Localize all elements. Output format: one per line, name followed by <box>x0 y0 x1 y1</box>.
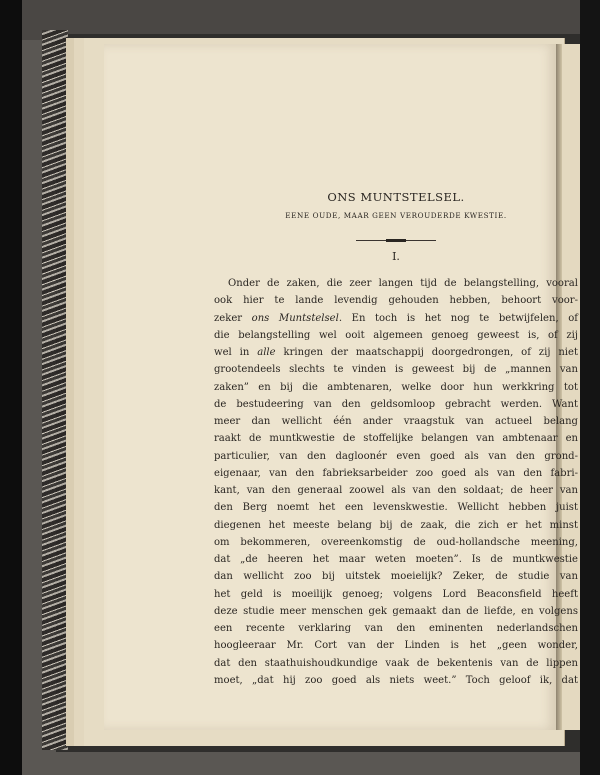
text-line <box>214 603 578 620</box>
page-title: ONS MUNTSTELSEL. <box>327 190 465 204</box>
text-line <box>214 379 578 396</box>
scanner-edge-right <box>580 0 600 775</box>
emphasized-text: ons Muntstelsel. <box>251 312 343 324</box>
line-text: die belangstelling wel ooit algemeen genoeg geweest is, of zij <box>214 329 578 341</box>
emphasized-text: alle <box>257 347 276 358</box>
text-line <box>214 499 578 516</box>
line-text: moet, „dat hij zoo goed als niets weet.” Toch geloof ik, dat <box>214 674 578 686</box>
line-text: den Berg noemt het een levenskwestie. Wellicht hebben juist <box>214 502 578 514</box>
line-text: het geld is moeilijk genoeg; volgens Lord Beaconsfield heeft <box>214 588 578 600</box>
text-line <box>214 361 578 378</box>
line-text: Onder de zaken, die zeer langen tijd de belangstelling, vooral <box>228 278 578 289</box>
scanner-edge-left <box>0 0 22 775</box>
line-text: grootendeels slechts te vinden is geweest bij de „mannen van <box>214 364 578 376</box>
line-text: particulier, van den dagloonér even goed als van den grond- <box>214 450 578 462</box>
text-line <box>214 327 578 344</box>
marbled-cover-edge <box>42 30 68 750</box>
text-line <box>214 310 578 327</box>
line-text: diegenen het meeste belang bij de zaak, die zich er het minst <box>214 519 578 531</box>
text-line <box>214 534 578 551</box>
line-text: dan wellicht zoo bij uitstek moeielijk? Zeker, de studie van <box>214 571 578 583</box>
text-line <box>214 448 578 465</box>
text-line <box>214 430 578 447</box>
line-text: eigenaar, van den fabrieksarbeider zoo goed als van den fabri- <box>214 467 578 479</box>
text-line <box>214 568 578 585</box>
text-line <box>214 275 578 292</box>
line-text: dat „de heeren het maar weten moeten”. Is de muntkwestie <box>214 554 578 565</box>
line-text: een recente verklaring van den eminenten nederlandschen <box>214 623 578 634</box>
line-text: raakt de muntkwestie de stoffelijke belangen van ambtenaar en <box>214 433 578 445</box>
text-line <box>214 344 578 361</box>
text-line <box>214 620 578 637</box>
page-content <box>214 190 578 689</box>
text-line <box>214 292 578 309</box>
line-text: ook hier te lande levendig gehouden hebben, behoort voor- <box>214 295 578 307</box>
text-line <box>214 586 578 603</box>
line-text: dat den staathuishoudkundige vaak de bekentenis van de lippen <box>214 657 578 669</box>
line-text: zaken” en bij die ambtenaren, welke door hun werkkring tot <box>214 381 578 393</box>
line-text: kringen der maatschappij doorgedrongen, of zij niet <box>275 347 578 358</box>
line-text: wel in <box>214 347 258 358</box>
line-text: deze studie meer menschen gek gemaakt dan de liefde, en volgens <box>214 605 578 617</box>
text-line <box>214 396 578 413</box>
text-line <box>214 465 578 482</box>
line-text: om bekommeren, overeenkomstig de oud-hollandsche meening, <box>214 536 578 548</box>
line-text: de bestudeering van den geldsomloop gebracht werden. Want <box>214 398 578 410</box>
line-text: meer dan wellicht één ander vraagstuk van actueel belang <box>214 416 578 427</box>
text-line <box>214 551 578 568</box>
text-line <box>214 482 578 499</box>
ornamental-rule <box>356 240 436 241</box>
text-line <box>214 672 578 689</box>
line-text: zeker <box>214 312 252 324</box>
section-number: I. <box>392 250 400 263</box>
page-subtitle: EENE OUDE, MAAR GEEN VEROUDERDE KWESTIE. <box>285 211 507 220</box>
line-text: En toch is het nog te betwijfelen, of <box>342 312 578 324</box>
line-text: kant, van den generaal zoowel als van den soldaat; de heer van <box>214 485 578 496</box>
text-line <box>214 517 578 534</box>
body-text <box>214 275 578 689</box>
text-line <box>214 655 578 672</box>
line-text: hoogleeraar Mr. Cort van der Linden is het „geen wonder, <box>214 640 578 652</box>
text-line <box>214 637 578 654</box>
text-line <box>214 413 578 430</box>
